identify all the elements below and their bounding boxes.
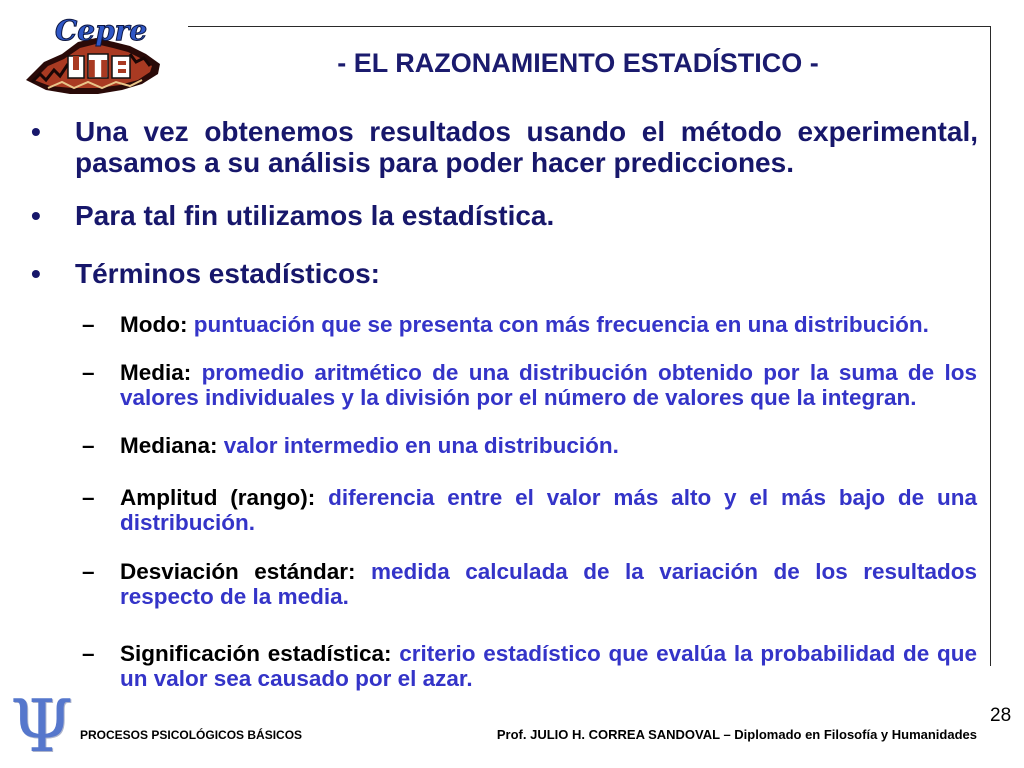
bullet-item [31, 200, 978, 231]
logo-block-2-cut-left [89, 60, 95, 77]
bullet-marker: • [31, 116, 41, 147]
dash-marker: – [82, 360, 95, 385]
header-rule [188, 26, 991, 27]
bullet-text: Para tal fin utilizamos la estadística. [75, 200, 555, 231]
term-body [120, 641, 977, 691]
dash-marker: – [82, 559, 95, 584]
logo-block-3-cut-bottom [118, 69, 126, 73]
cepre-logo [18, 2, 168, 96]
term-label: Significación estadística: [120, 641, 392, 666]
dash-marker: – [82, 312, 95, 337]
term-label: Amplitud (rango): [120, 485, 316, 510]
slide-title: - EL RAZONAMIENTO ESTADÍSTICO - [337, 48, 819, 78]
term-label: Mediana: [120, 433, 218, 458]
term-definition: medida calculada de la variación de los resultados respecto de la media. [120, 559, 977, 609]
term-item-desviacion [82, 559, 977, 609]
right-border-rule [990, 26, 991, 666]
term-definition: diferencia entre el valor más alto y el más bajo de una distribución. [120, 485, 977, 535]
term-body [120, 360, 977, 410]
term-definition: criterio estadístico que evalúa la probabilidad de que un valor sea causado por el azar. [120, 641, 977, 691]
term-body [120, 433, 977, 458]
term-body [120, 559, 977, 609]
dash-marker: – [82, 485, 95, 510]
logo-block-1-cut [73, 56, 79, 70]
logo-block-2-cut-right [101, 60, 107, 77]
bullet-marker: • [31, 200, 41, 231]
term-label: Modo: [120, 312, 188, 337]
term-item-amplitud [82, 485, 977, 535]
term-label: Media: [120, 360, 192, 385]
footer-author: Prof. JULIO H. CORREA SANDOVAL – Diplomado en Filosofía y Humanidades [496, 727, 977, 742]
term-item-media [82, 360, 977, 410]
term-item-modo [82, 312, 977, 337]
bullet-text: Una vez obtenemos resultados usando el método experimental, pasamos a su análisis para poder hacer predicciones. [75, 116, 978, 178]
logo-block-3 [112, 56, 130, 78]
term-definition: valor intermedio en una distribución. [223, 433, 619, 458]
bullet-text: Términos estadísticos: [75, 258, 380, 289]
term-definition: puntuación que se presenta con más frecuencia en una distribución. [193, 312, 929, 337]
dash-marker: – [82, 433, 95, 458]
bullet-marker: • [31, 258, 41, 289]
term-label: Desviación estándar: [120, 559, 356, 584]
term-body [120, 485, 977, 535]
term-definition: promedio aritmético de una distribución obtenido por la suma de los valores individuales y la división por el número de valores que la integran. [120, 360, 977, 410]
footer-course-title: PROCESOS PSICOLÓGICOS BÁSICOS [80, 728, 303, 742]
page-number: 28 [990, 705, 1012, 726]
dash-marker: – [82, 641, 95, 666]
term-item-mediana [82, 433, 977, 458]
psi-icon: Ψ [10, 684, 74, 768]
bullet-item [31, 116, 978, 178]
logo-block-3-cut-top [118, 61, 126, 65]
bullet-item [31, 258, 978, 289]
term-item-significacion [82, 641, 977, 691]
logo-wordmark: Cepre [55, 14, 148, 47]
term-body [120, 312, 977, 337]
